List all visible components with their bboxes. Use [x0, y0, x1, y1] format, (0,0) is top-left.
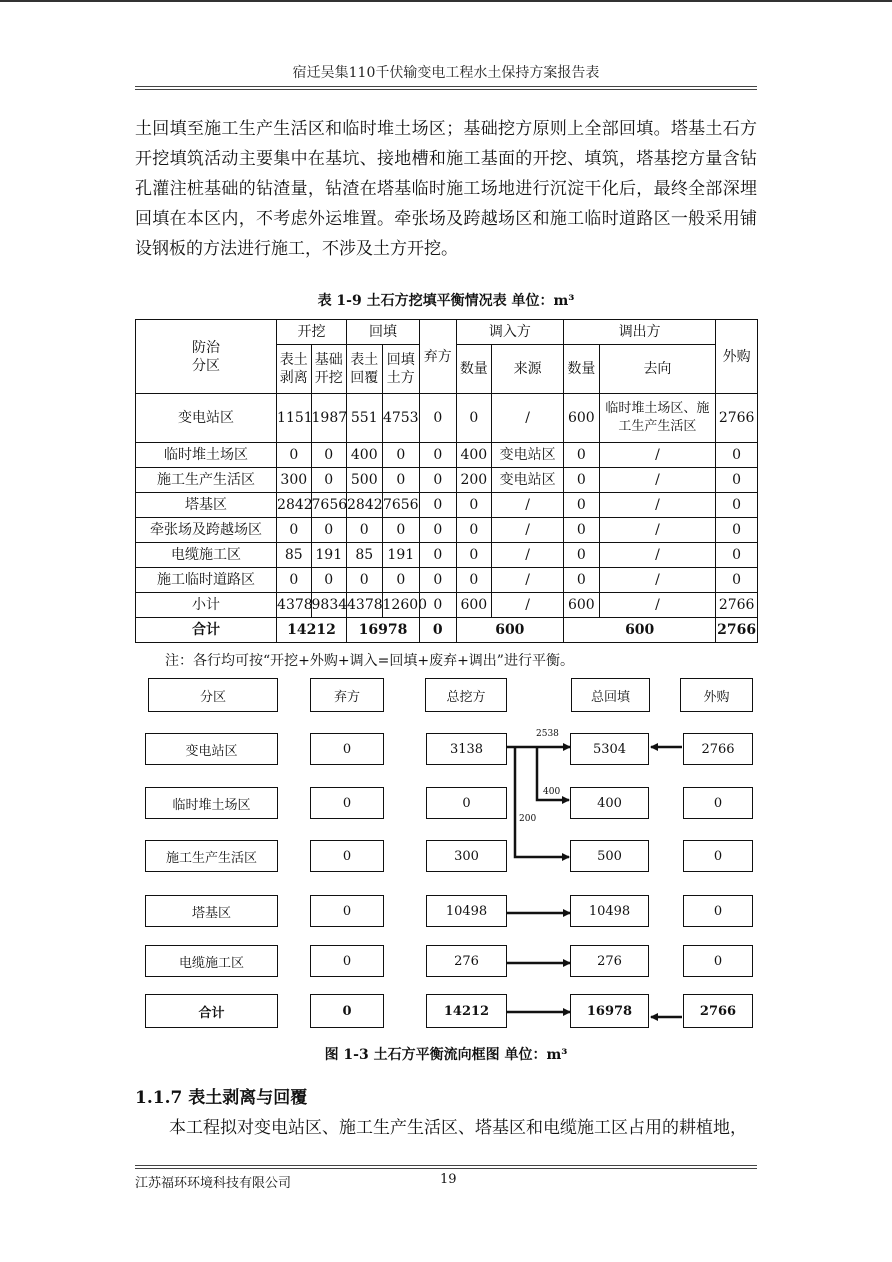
header-abandon: 弃方	[420, 320, 457, 394]
table-cell: /	[492, 593, 564, 618]
table-cell: 200	[456, 468, 492, 493]
table-cell: 0	[564, 518, 600, 543]
table-cell: 2842	[347, 493, 383, 518]
table-cell: 0	[456, 518, 492, 543]
table-cell: 0	[716, 493, 758, 518]
table-cell: 0	[420, 468, 457, 493]
header-fill: 回填	[347, 320, 420, 345]
flow-header-total-fill: 总回填	[571, 678, 650, 712]
section-title: 1.1.7 表土剥离与回覆	[135, 1088, 308, 1108]
table-cell: 0	[716, 543, 758, 568]
flow-dig-box: 10498	[426, 895, 507, 927]
table-cell: 7656	[311, 493, 347, 518]
table-cell: 0	[277, 518, 311, 543]
table-cell: 4378	[347, 593, 383, 618]
table-cell: 0	[564, 443, 600, 468]
table-cell: /	[599, 543, 716, 568]
table-cell: 施工生产生活区	[136, 468, 277, 493]
table-cell: /	[492, 568, 564, 593]
table-cell: 塔基区	[136, 493, 277, 518]
table-cell: 0	[716, 518, 758, 543]
table-cell: 临时堆土场区	[136, 443, 277, 468]
header-excavation: 开挖	[277, 320, 347, 345]
flow-dig-box: 14212	[426, 994, 507, 1028]
table-cell: 0	[456, 394, 492, 443]
table-cell: 0	[311, 468, 347, 493]
flow-abandon-box: 0	[310, 994, 384, 1028]
table-total-cell: 2766	[716, 618, 758, 643]
table-cell: 0	[716, 443, 758, 468]
flow-purchase-box: 0	[683, 895, 753, 927]
header-qty-in: 数量	[456, 345, 492, 394]
table-cell: 0	[420, 394, 457, 443]
table-total-cell: 合计	[136, 618, 277, 643]
table-cell: 0	[456, 543, 492, 568]
flow-fill-box: 400	[570, 787, 649, 819]
flow-abandon-box: 0	[310, 787, 384, 819]
header-transfer-out: 调出方	[564, 320, 716, 345]
table-cell: 2766	[716, 394, 758, 443]
table-cell: 7656	[382, 493, 420, 518]
table-cell: 0	[420, 493, 457, 518]
header-source: 来源	[492, 345, 564, 394]
table-cell: 1151	[277, 394, 311, 443]
table-cell: 0	[564, 568, 600, 593]
table-cell: 400	[456, 443, 492, 468]
table-cell: 0	[382, 568, 420, 593]
header-transfer-in: 调入方	[456, 320, 564, 345]
table-cell: 0	[311, 568, 347, 593]
table-cell: 0	[347, 568, 383, 593]
table-cell: 0	[277, 443, 311, 468]
table-cell: /	[599, 468, 716, 493]
flow-header-zone: 分区	[148, 678, 278, 712]
flow-dig-box: 0	[426, 787, 507, 819]
table-cell: 小计	[136, 593, 277, 618]
footer-rule	[135, 1165, 757, 1166]
table-cell: 0	[347, 518, 383, 543]
flow-fill-box: 16978	[570, 994, 649, 1028]
flow-dig-box: 3138	[426, 733, 507, 765]
arrow-label-200: 200	[519, 814, 537, 824]
table-cell: 1987	[311, 394, 347, 443]
table-cell: 0	[420, 518, 457, 543]
table-cell: /	[492, 518, 564, 543]
flow-dig-box: 276	[426, 945, 507, 977]
flow-header-abandon: 弃方	[310, 678, 384, 712]
table-cell: 0	[456, 493, 492, 518]
table-cell: 0	[456, 568, 492, 593]
arrow-to-construction-area	[515, 747, 569, 857]
header-zone: 防治 分区	[136, 320, 277, 394]
header-qty-out: 数量	[564, 345, 600, 394]
header-topsoil-cover: 表土 回覆	[347, 345, 383, 394]
table-cell: /	[492, 394, 564, 443]
table-cell: 0	[716, 468, 758, 493]
flow-header-total-dig: 总挖方	[425, 678, 507, 712]
table-cell: 0	[564, 468, 600, 493]
table-total-cell: 14212	[277, 618, 347, 643]
flow-purchase-box: 0	[683, 945, 753, 977]
table-cell: 4753	[382, 394, 420, 443]
table-cell: /	[492, 543, 564, 568]
header-foundation-dig: 基础 开挖	[311, 345, 347, 394]
header-purchase: 外购	[716, 320, 758, 394]
table-total-cell: 600	[456, 618, 564, 643]
flow-header-purchase: 外购	[680, 678, 753, 712]
header-fill-earth: 回填 土方	[382, 345, 420, 394]
table-cell: 变电站区	[136, 394, 277, 443]
flow-zone-box: 变电站区	[145, 733, 278, 765]
table-cell: 85	[347, 543, 383, 568]
flow-dig-box: 300	[426, 840, 507, 872]
flow-zone-box: 电缆施工区	[145, 945, 278, 977]
table-total-cell: 0	[420, 618, 457, 643]
footer-company: 江苏福环环境科技有限公司	[135, 1176, 292, 1191]
table-cell: 0	[564, 543, 600, 568]
table-cell: 551	[347, 394, 383, 443]
table-cell: 变电站区	[492, 443, 564, 468]
table-cell: 9834	[311, 593, 347, 618]
page-header: 宿迁吴集110千伏输变电工程水土保持方案报告表	[292, 65, 600, 81]
table-cell: 0	[382, 518, 420, 543]
table-cell: 临时堆土场区、施工生产生活区	[599, 394, 716, 443]
flow-purchase-box: 0	[683, 787, 753, 819]
table-cell: 191	[311, 543, 347, 568]
flow-fill-box: 500	[570, 840, 649, 872]
table-cell: 600	[456, 593, 492, 618]
figure-caption: 图 1-3 土石方平衡流向框图 单位：m³	[324, 1047, 568, 1063]
table-cell: 0	[716, 568, 758, 593]
flow-abandon-box: 0	[310, 733, 384, 765]
header-topsoil-strip: 表土 剥离	[277, 345, 311, 394]
flow-fill-box: 10498	[570, 895, 649, 927]
table-cell: /	[599, 568, 716, 593]
table-cell: 400	[347, 443, 383, 468]
page-number: 19	[440, 1172, 457, 1187]
table-cell: 4378	[277, 593, 311, 618]
table-caption: 表 1-9 土石方挖填平衡情况表 单位：m³	[317, 293, 575, 309]
table-cell: 0	[420, 568, 457, 593]
table-cell: 0	[420, 543, 457, 568]
table-cell: 2842	[277, 493, 311, 518]
table-cell: 0	[382, 443, 420, 468]
table-cell: 85	[277, 543, 311, 568]
body-paragraph: 土回填至施工生产生活区和临时堆土场区；基础挖方原则上全部回填。塔基土石方开挖填筑活动主要集中在基坑、接地槽和施工基面的开挖、填筑，塔基挖方量含钻孔灌注桩基础的钻渣量，钻渣在塔基临时施工场地进行沉淀干化后，最终全部深埋回填在本区内，不考虑外运堆置。牵张场及跨越场区和施工临时道路区一般采用铺设钢板的方法进行施工，不涉及土方开挖。	[135, 119, 757, 259]
table-cell: /	[599, 593, 716, 618]
flow-zone-box: 施工生产生活区	[145, 840, 278, 872]
flow-fill-box: 276	[570, 945, 649, 977]
table-cell: /	[599, 493, 716, 518]
flow-zone-box: 塔基区	[145, 895, 278, 927]
table-cell: 0	[420, 593, 457, 618]
table-total-cell: 600	[564, 618, 716, 643]
table-cell: 0	[564, 493, 600, 518]
table-cell: 变电站区	[492, 468, 564, 493]
table-cell: 600	[564, 593, 600, 618]
table-cell: 500	[347, 468, 383, 493]
flow-zone-box: 临时堆土场区	[145, 787, 278, 819]
flow-fill-box: 5304	[570, 733, 649, 765]
table-cell: /	[492, 493, 564, 518]
flow-abandon-box: 0	[310, 895, 384, 927]
flow-abandon-box: 0	[310, 945, 384, 977]
flow-purchase-box: 2766	[683, 994, 753, 1028]
table-total-cell: 16978	[347, 618, 420, 643]
table-note: 注：各行均可按“开挖+外购+调入=回填+废弃+调出”进行平衡。	[165, 653, 574, 669]
table-cell: 600	[564, 394, 600, 443]
table-cell: 12600	[382, 593, 420, 618]
flow-zone-box: 合计	[145, 994, 278, 1028]
footer-rule-thin	[135, 1168, 757, 1169]
table-cell: 0	[382, 468, 420, 493]
table-cell: 0	[311, 443, 347, 468]
table-cell: 0	[277, 568, 311, 593]
flow-purchase-box: 2766	[683, 733, 753, 765]
table-cell: 0	[311, 518, 347, 543]
arrow-label-400: 400	[543, 787, 561, 797]
flow-abandon-box: 0	[310, 840, 384, 872]
table-cell: 191	[382, 543, 420, 568]
table-cell: 电缆施工区	[136, 543, 277, 568]
table-cell: 0	[420, 443, 457, 468]
flow-purchase-box: 0	[683, 840, 753, 872]
arrow-label-2538: 2538	[536, 729, 559, 739]
table-cell: /	[599, 443, 716, 468]
header-destination: 去向	[599, 345, 716, 394]
body-paragraph-2: 本工程拟对变电站区、施工生产生活区、塔基区和电缆施工区占用的耕植地，	[169, 1118, 747, 1138]
table-cell: 施工临时道路区	[136, 568, 277, 593]
table-cell: 300	[277, 468, 311, 493]
table-cell: 2766	[716, 593, 758, 618]
table-cell: /	[599, 518, 716, 543]
table-cell: 牵张场及跨越场区	[136, 518, 277, 543]
